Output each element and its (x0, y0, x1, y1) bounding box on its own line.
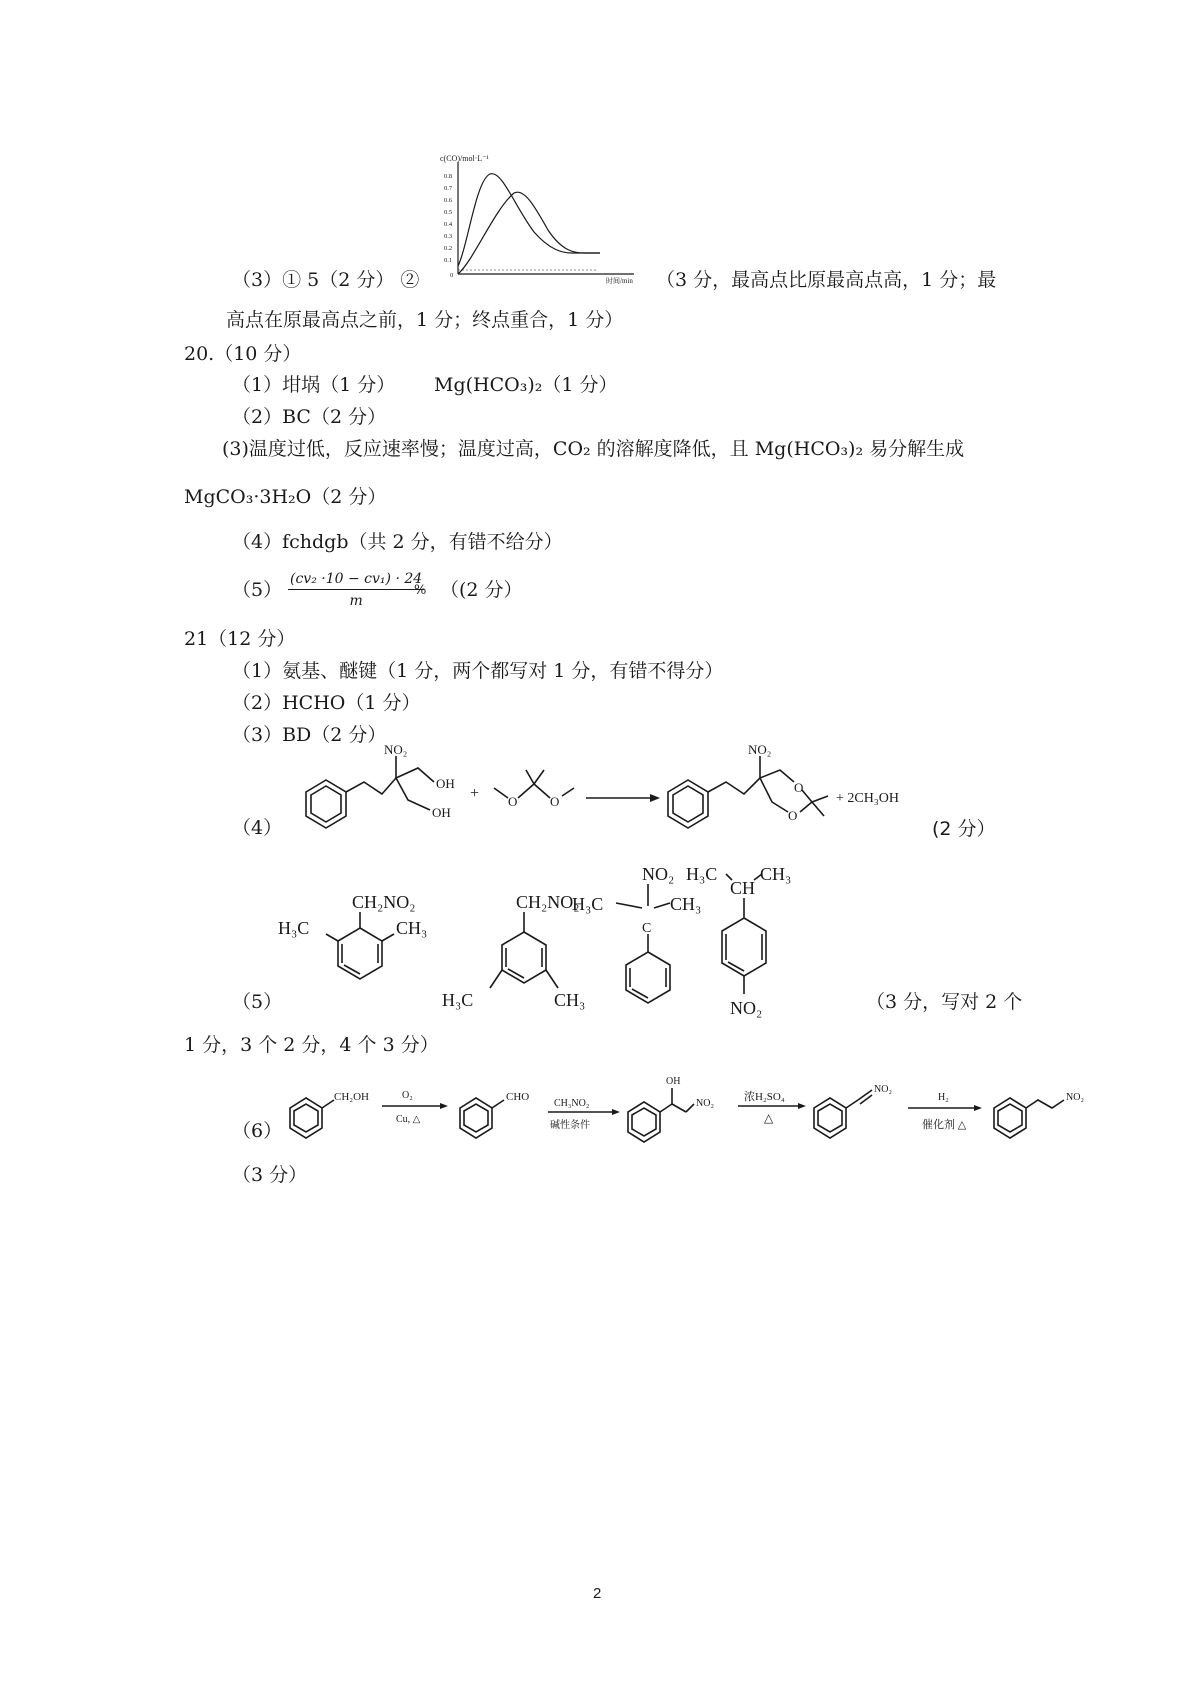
svg-text:催化剂 △: 催化剂 △ (922, 1119, 967, 1131)
plus-sign: + (470, 785, 480, 802)
q21-part6-route (278, 1070, 1138, 1150)
q20-part1-answer-a: （1）坩埚（1 分） (232, 374, 396, 396)
reactant-oh-bottom: OH (432, 805, 451, 820)
svg-text:0.3: 0.3 (444, 233, 453, 240)
svg-text:CH₃: CH₃ (670, 894, 702, 914)
q21-part3-answer: （3）BD（2 分） (232, 724, 387, 746)
svg-text:碱性条件: 碱性条件 (550, 1120, 590, 1131)
svg-text:O₂: O₂ (402, 1090, 413, 1101)
reactant-oh-top: OH (436, 776, 455, 791)
svg-text:OH: OH (666, 1076, 681, 1087)
reaction-arrow-head (650, 794, 660, 802)
graph-curve-original (458, 192, 600, 274)
svg-text:CH₃: CH₃ (396, 918, 428, 938)
q20-part3-continuation: MgCO₃·3H₂O（2 分） (184, 486, 387, 508)
q21-part4-score: (2 分） (932, 818, 996, 840)
q21-part4-label: （4） (232, 817, 283, 839)
graph-yticks (444, 173, 453, 279)
svg-text:0.2: 0.2 (444, 245, 453, 252)
route-arrow-4 (908, 1092, 982, 1131)
svg-text:浓H₂SO₄: 浓H₂SO₄ (744, 1091, 785, 1103)
q21-part6-score: （3 分） (232, 1164, 308, 1186)
svg-text:0.5: 0.5 (444, 209, 453, 216)
benzene-ring (306, 780, 346, 828)
acetal-o-right: O (550, 794, 560, 809)
q20-part2-answer: （2）BC（2 分） (232, 406, 387, 428)
svg-text:CH₂NO₂: CH₂NO₂ (516, 892, 580, 912)
svg-text:NO₂: NO₂ (874, 1084, 892, 1095)
isomer-a (278, 892, 427, 979)
fraction-denominator: m (349, 593, 363, 609)
route-arrow-3 (738, 1089, 806, 1125)
product-o-top: O (794, 780, 804, 795)
graph-xlabel: 时间/min (606, 277, 633, 285)
q21-part5-continuation: 1 分，3 个 2 分，4 个 3 分） (184, 1034, 439, 1056)
q20-part5-percent: % (414, 583, 427, 598)
q21-part1-answer: （1）氨基、醚键（1 分，两个都写对 1 分，有错不得分） (232, 660, 724, 682)
svg-text:NO₂: NO₂ (730, 998, 763, 1018)
svg-text:△: △ (764, 1111, 774, 1125)
svg-text:CH: CH (730, 878, 756, 898)
q20-part3-answer: (3)温度过低，反应速率慢；温度过高，CO₂ 的溶解度降低，且 Mg(HCO₃)₂ 易分解生成 (222, 438, 965, 460)
q20-part5-label: （5） (232, 579, 283, 601)
svg-text:H₂: H₂ (938, 1092, 949, 1103)
q21-part2-answer: （2）HCHO（1 分） (232, 692, 421, 714)
byproduct-methanol: + 2CH₃OH (836, 791, 899, 806)
q20-part5-score: （(2 分） (440, 579, 523, 601)
svg-text:NO₂: NO₂ (696, 1098, 714, 1109)
svg-text:H₃C: H₃C (686, 864, 718, 884)
svg-text:H₃C: H₃C (442, 990, 474, 1010)
concentration-time-graph (438, 150, 638, 285)
product-benzene-ring (668, 780, 708, 828)
q21-part5-label: （5） (232, 991, 283, 1013)
isomer-b (442, 892, 585, 1010)
q20-header: 20.（10 分） (184, 343, 302, 365)
route-benzyl-alcohol (290, 1091, 369, 1138)
svg-text:CH₂OH: CH₂OH (334, 1091, 370, 1103)
q20-part1-answer-b: Mg(HCO₃)₂（1 分） (434, 374, 618, 396)
svg-text:C: C (642, 921, 652, 936)
product-o-bottom: O (788, 808, 798, 823)
svg-text:CH₃NO₂: CH₃NO₂ (554, 1098, 590, 1109)
q21-header: 21（12 分） (184, 628, 296, 650)
route-benzaldehyde (460, 1091, 529, 1138)
svg-text:CH₂NO₂: CH₂NO₂ (352, 892, 416, 912)
fraction-numerator: (cv₂ ·10 − cv₁) · 24 (288, 571, 424, 590)
svg-text:0.8: 0.8 (444, 173, 453, 180)
svg-text:Cu, △: Cu, △ (396, 1114, 421, 1125)
svg-text:CHO: CHO (506, 1091, 530, 1103)
q19-part3-prefix: （3）① 5（2 分） ② (232, 269, 420, 291)
q20-part5-fraction (288, 571, 427, 609)
svg-text:NO₂: NO₂ (642, 864, 675, 884)
route-arrow-1 (382, 1090, 448, 1125)
svg-text:H₃C: H₃C (572, 894, 604, 914)
svg-text:H₃C: H₃C (278, 918, 310, 938)
isomer-c (572, 864, 701, 1003)
page-number: 2 (593, 1585, 602, 1602)
product-no2: NO₂ (748, 742, 772, 757)
isomer-d (686, 864, 791, 1018)
q19-part3-note: （3 分，最高点比原最高点高，1 分；最 (656, 269, 997, 291)
q21-part6-label: （6） (232, 1120, 283, 1142)
svg-text:0: 0 (450, 272, 454, 279)
graph-ylabel: c(CO)/mol·L⁻¹ (440, 154, 489, 163)
q21-part5-isomers (270, 848, 910, 1028)
reactant-no2: NO₂ (384, 742, 408, 757)
svg-text:0.1: 0.1 (444, 257, 453, 264)
q21-part5-note: （3 分，写对 2 个 (866, 991, 1023, 1013)
route-nitro-alcohol (628, 1076, 714, 1142)
route-arrow-2 (548, 1098, 620, 1131)
svg-text:NO₂: NO₂ (1066, 1092, 1084, 1103)
route-phenylnitroethane (994, 1092, 1084, 1138)
svg-text:0.7: 0.7 (444, 185, 453, 192)
svg-text:CH₃: CH₃ (554, 990, 586, 1010)
q20-part4-answer: （4）fchdgb（共 2 分，有错不给分） (232, 531, 563, 553)
q19-part3-continuation: 高点在原最高点之前，1 分；终点重合，1 分） (226, 309, 624, 331)
acetal-o-left: O (508, 794, 518, 809)
svg-text:CH₃: CH₃ (760, 864, 792, 884)
route-nitrostyrene (814, 1084, 892, 1138)
svg-text:0.4: 0.4 (444, 221, 453, 228)
svg-text:0.6: 0.6 (444, 197, 453, 204)
